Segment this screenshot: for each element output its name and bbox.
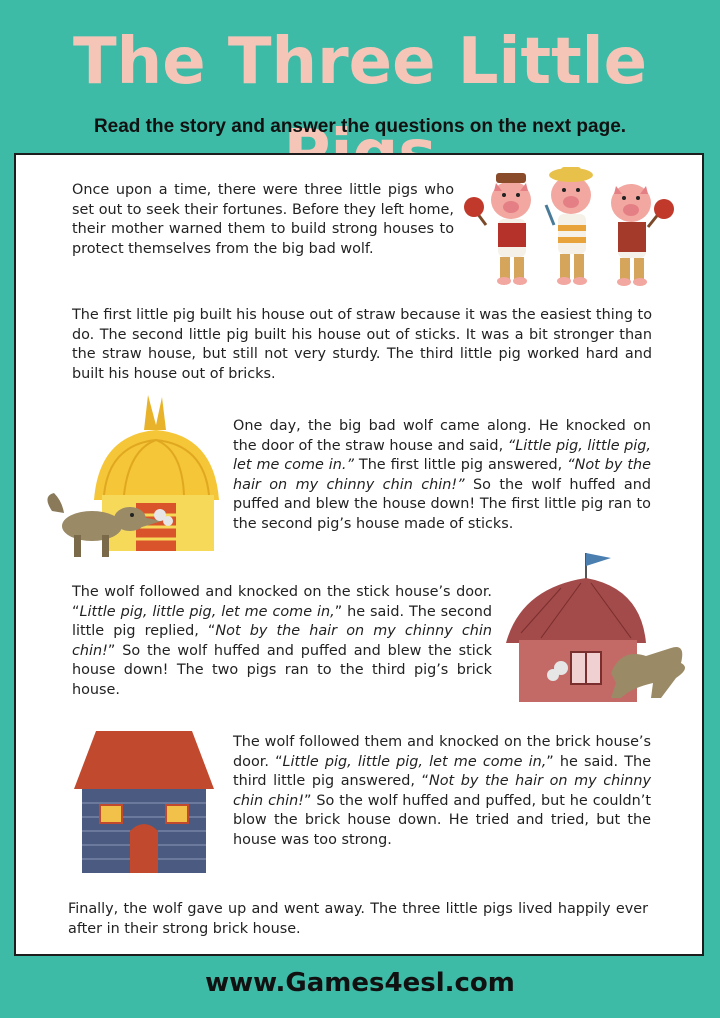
p5-quote-2: Not by the hair on my chinny chin chin!	[233, 773, 651, 809]
page-subtitle: Read the story and answer the questions on the next page.	[93, 116, 627, 137]
story-paragraph-6: Finally, the wolf gave up and went away. The three little pigs lived happily ever after in their strong brick house.	[68, 901, 648, 937]
p4-text-a: The wolf followed and knocked on the stick house’s door. “	[72, 584, 492, 620]
wolf-illustration	[42, 491, 172, 561]
p4-text-c: ” he said. The second little pig replied, “	[72, 603, 492, 640]
story-paragraph-5	[233, 733, 651, 851]
brick-house-illustration	[74, 727, 214, 877]
p4-quote-1: Little pig, little pig, let me come in,	[79, 603, 335, 620]
p3-text-e: So the wolf huffed and puffed and blew the house down! The first little pig ran to the second pig’s house made of sticks.	[233, 476, 651, 532]
p4-quote-2: Not by the hair on my chinny chin chin!	[72, 623, 492, 659]
page-title: The Three Little	[72, 25, 648, 99]
story-paragraph-3	[233, 417, 651, 535]
p4-text-e: ” So the wolf huffed and puffed and blew the stick house down! The two pigs ran to the third pig’s brick house.	[72, 642, 492, 698]
p5-text-c: ” he said. The third little pig answered, “	[233, 753, 651, 790]
p5-text-a: The wolf followed them and knocked on the brick house’s door. “	[233, 734, 651, 770]
three-pigs-illustration	[466, 165, 676, 295]
story-paragraph-1: Once upon a time, there were three little pigs who set out to seek their fortunes. Before they left home, their mother warned them to build strong houses to protect themselves from the big bad wolf.	[72, 182, 454, 257]
story-paragraph-4	[72, 583, 492, 701]
p5-text-e: ” So the wolf huffed and puffed, but he couldn’t blow the brick house down. He tried and tried, but the house was too strong.	[233, 792, 652, 848]
website-url: www.Games4esl.com	[205, 968, 515, 998]
stick-house-illustration	[501, 548, 696, 708]
p3-quote-2: “Not by the hair on my chinny chin chin!”	[233, 457, 651, 493]
p3-quote-1: “Little pig, little pig, let me come in.”	[233, 437, 651, 474]
story-card	[14, 153, 704, 956]
p5-quote-1: Little pig, little pig, let me come in,	[282, 753, 547, 770]
p3-text-a: One day, the big bad wolf came along. He knocked on the door of the straw house and said,	[233, 418, 651, 454]
p3-text-c: The first little pig answered,	[353, 457, 568, 474]
story-paragraph-2: The first little pig built his house out of straw because it was the easiest thing to do. The second little pig built his house out of sticks. It was a bit stronger than the straw house, but still not very sturdy. The third little pig worked hard and built his house out of bricks.	[72, 307, 652, 382]
